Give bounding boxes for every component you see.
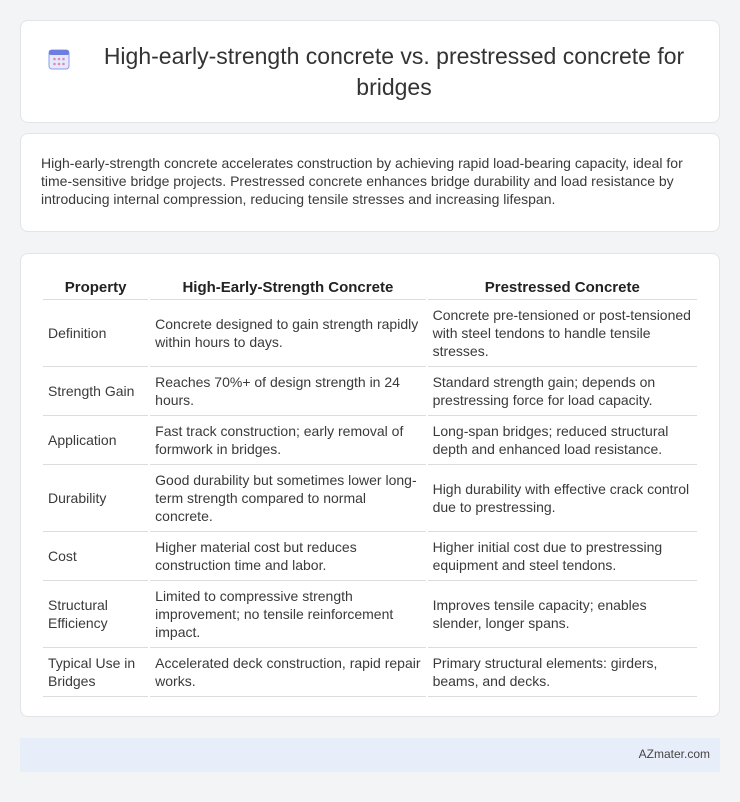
comparison-table [43, 276, 697, 697]
header-prestressed: Prestressed Concrete [427, 276, 697, 299]
table-header-row [43, 276, 697, 299]
row-high-early-value: Good durability but sometimes lower long-term strength compared to normal concrete. [149, 464, 426, 531]
row-high-early-value: Limited to compressive strength improvement; no tensile reinforcement impact. [149, 580, 426, 647]
footer [20, 738, 720, 772]
row-prestressed-value: Concrete pre-tensioned or post-tensioned with steel tendons to handle tensile stresses. [427, 299, 697, 366]
table-row [43, 299, 697, 366]
intro-text: High-early-strength concrete accelerates construction by achieving rapid load-bearing capacity, ideal for time-sensitive bridge projects. Prestressed concrete enhances bridge durability and load resistance by introducing internal compression, reducing tensile stresses and increasing lifespan. [41, 155, 683, 207]
row-prestressed-value: Higher initial cost due to prestressing equipment and steel tendons. [427, 531, 697, 580]
row-property: Definition [43, 299, 149, 366]
table-row [43, 647, 697, 696]
row-prestressed-value: Long-span bridges; reduced structural depth and enhanced load resistance. [427, 415, 697, 464]
header-property: Property [43, 276, 149, 299]
row-property: Application [43, 415, 149, 464]
comparison-table-card [20, 253, 720, 717]
row-prestressed-value: Improves tensile capacity; enables slender, longer spans. [427, 580, 697, 647]
page-title: High-early-strength concrete vs. prestressed concrete for bridges [103, 42, 685, 100]
row-high-early-value: Fast track construction; early removal of formwork in bridges. [149, 415, 426, 464]
row-high-early-value: Reaches 70%+ of design strength in 24 hours. [149, 366, 426, 415]
footer-site-link[interactable]: AZmater.com [638, 747, 710, 761]
row-high-early-value: Concrete designed to gain strength rapidly within hours to days. [149, 299, 426, 366]
table-row [43, 580, 697, 647]
header-high-early-strength: High-Early-Strength Concrete [149, 276, 426, 299]
table-row [43, 464, 697, 531]
calendar-icon [47, 47, 71, 71]
table-row [43, 531, 697, 580]
title-card [20, 20, 720, 123]
table-row [43, 366, 697, 415]
row-property: Strength Gain [43, 366, 149, 415]
row-property: Cost [43, 531, 149, 580]
intro-card [20, 133, 720, 232]
row-prestressed-value: Primary structural elements: girders, beams, and decks. [427, 647, 697, 696]
row-property: Durability [43, 464, 149, 531]
row-high-early-value: Accelerated deck construction, rapid repair works. [149, 647, 426, 696]
row-prestressed-value: Standard strength gain; depends on prestressing force for load capacity. [427, 366, 697, 415]
table-row [43, 415, 697, 464]
row-property: Typical Use in Bridges [43, 647, 149, 696]
row-prestressed-value: High durability with effective crack control due to prestressing. [427, 464, 697, 531]
row-property: Structural Efficiency [43, 580, 149, 647]
row-high-early-value: Higher material cost but reduces construction time and labor. [149, 531, 426, 580]
